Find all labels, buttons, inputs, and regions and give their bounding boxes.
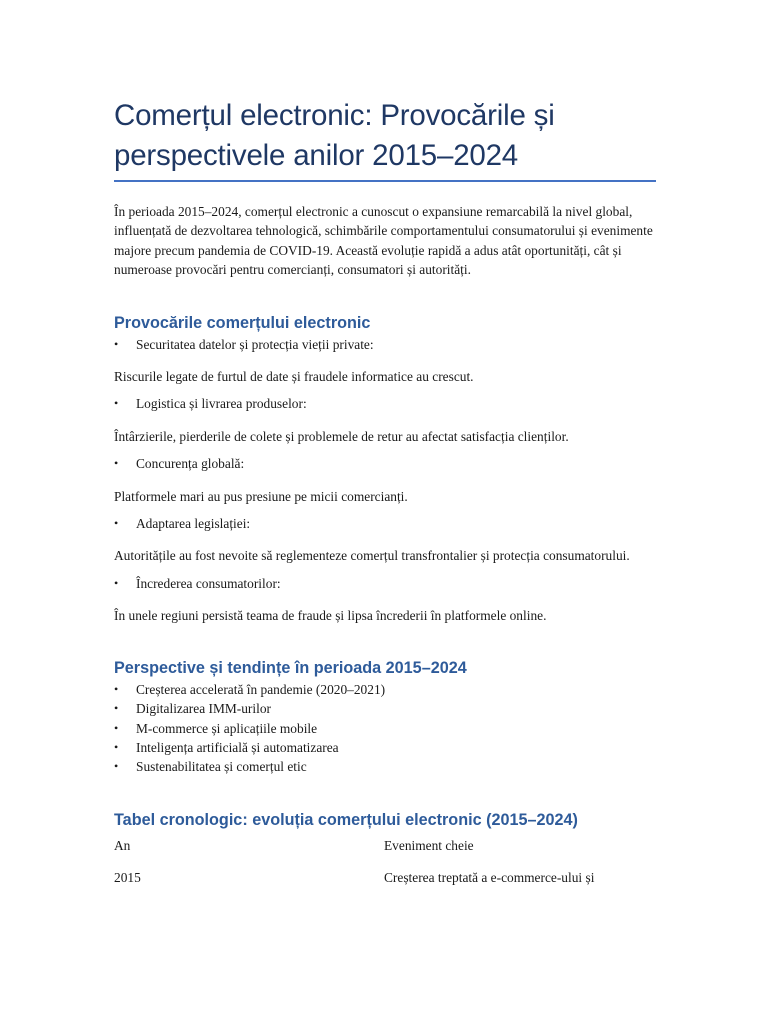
challenge-text-3: Platformele mari au pus presiune pe micii comercianți. (114, 488, 408, 504)
challenge-bullet-3 (114, 454, 656, 473)
timeline-heading: Tabel cronologic: evoluția comerțului electronic (2015–2024) (114, 810, 578, 829)
challenge-text-2: Întârzierile, pierderile de colete și problemele de retur au afectat satisfacția clienților. (114, 428, 569, 444)
challenge-text-1: Riscurile legate de furtul de date și fraudele informatice au crescut. (114, 369, 474, 385)
challenge-bullet-item: • Încrederea consumatorilor: (114, 574, 656, 593)
challenge-bullet-5 (114, 574, 656, 593)
title-line-2: perspectivele anilor 2015–2024 (114, 139, 519, 172)
bullet-icon: • (114, 396, 119, 411)
bullet-icon: • (114, 759, 119, 774)
bullet-icon: • (114, 575, 119, 590)
challenge-text-5: În unele regiuni persistă teama de fraude și lipsa încrederii în platformele online. (114, 608, 547, 624)
challenge-text-4: Autoritățile au fost nevoite să reglementeze comerțul transfrontalier și protecția consumatorului. (114, 548, 630, 564)
challenge-bullet-item: • Adaptarea legislației: (114, 514, 656, 533)
perspective-item: • Inteligența artificială și automatizarea (114, 738, 656, 757)
bullet-icon: • (114, 456, 119, 471)
document-title (114, 96, 656, 176)
table-cell-year: 2015 (114, 869, 141, 885)
challenge-bullet-item: • Securitatea datelor și protecția vieții private: (114, 335, 656, 354)
challenge-bullet-4 (114, 514, 656, 533)
perspectives-list (114, 680, 656, 777)
table-row (114, 868, 656, 888)
table-header-event: Eveniment cheie (384, 837, 474, 853)
bullet-icon: • (114, 739, 119, 754)
intro-paragraph: În perioada 2015–2024, comerțul electronic a cunoscut o expansiune remarcabilă la nivel global, influențată de dezvoltarea tehnologică, schimbările comportamentului consumatorului și evenimente majore precum pandemia de COVID-19. Această evoluție rapidă a adus atât oportunități, cât și numeroase provocări pentru comercianți, consumatori și autorități. (114, 204, 653, 278)
bullet-icon: • (114, 681, 119, 696)
perspective-item: • M-commerce și aplicațiile mobile (114, 719, 656, 738)
title-underline (114, 180, 656, 182)
title-line-1: Comerțul electronic: Provocările și (114, 99, 555, 132)
table-header-row (114, 836, 656, 856)
challenge-bullet-item: • Concurența globală: (114, 454, 656, 473)
bullet-icon: • (114, 516, 119, 531)
bullet-icon: • (114, 336, 119, 351)
perspective-item: • Sustenabilitatea și comerțul etic (114, 757, 656, 776)
table-cell-event: Creșterea treptată a e-commerce-ului și (384, 869, 595, 885)
perspectives-heading: Perspective și tendințe în perioada 2015–2024 (114, 658, 467, 677)
bullet-icon: • (114, 701, 119, 716)
challenge-bullet-2 (114, 394, 656, 413)
document-content (114, 96, 656, 888)
challenge-bullet-1 (114, 335, 656, 354)
challenges-heading: Provocările comerțului electronic (114, 313, 371, 332)
table-header-year: An (114, 837, 131, 853)
perspective-item: • Digitalizarea IMM-urilor (114, 699, 656, 718)
bullet-icon: • (114, 720, 119, 735)
challenge-bullet-item: • Logistica și livrarea produselor: (114, 394, 656, 413)
perspective-item: • Creșterea accelerată în pandemie (2020–2021) (114, 680, 656, 699)
